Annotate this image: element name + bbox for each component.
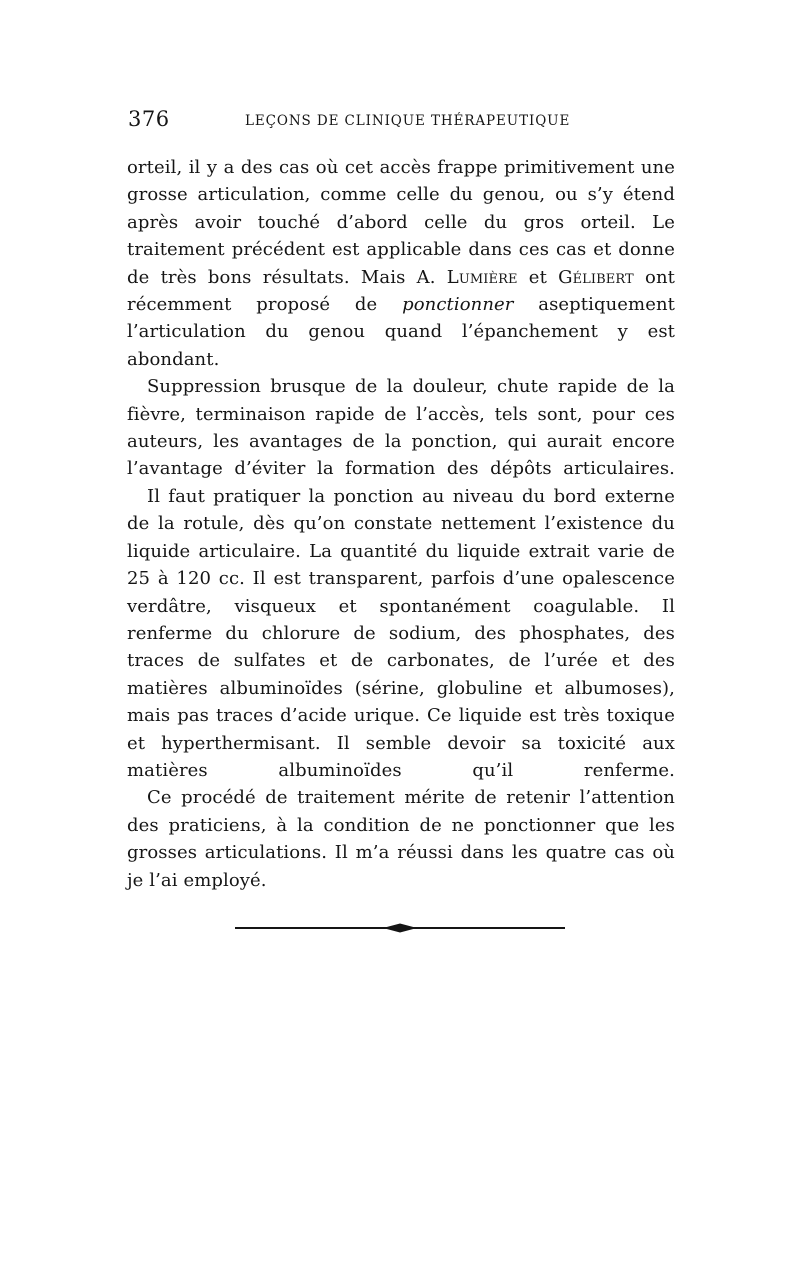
paragraph-1	[127, 154, 675, 373]
page-number: 376	[128, 107, 170, 131]
running-head	[128, 107, 673, 137]
author-gelibert: Gélibert	[558, 266, 634, 288]
italic-term: ponctionner	[402, 294, 514, 316]
paragraph-1-text-middle: ont récemment proposé de	[127, 266, 675, 316]
paragraph-1-text-start: orteil, il y a des cas où cet accès frappe primitivement une grosse articulation, comme celle du genou, ou s’y étend après avoir touché d’abord celle du gros orteil. Le traitement précédent est applicable dans ces cas et donne de très bons résultats. Mais A.	[127, 157, 675, 288]
paragraph-2: Suppression brusque de la douleur, chute rapide de la fièvre, terminaison rapide de l’accès, tels sont, pour ces auteurs, les avantages de la ponction, qui aurait encore l’avantage d’éviter la formation des dépôts articulaires.	[127, 376, 675, 480]
paragraph-1-text-end: aseptiquement l’articulation du genou quand l’épanchement y est abondant.	[127, 294, 675, 370]
diamond-ornament-icon	[383, 923, 417, 933]
paragraph-3: Il faut pratiquer la ponction au niveau du bord externe de la rotule, dès qu’on constate nettement l’existence du liquide articulaire. La quantité du liquide extrait varie de 25 à 120 cc. Il est transparent, parfois d’une opalescence verdâtre, visqueux et spontanément coagulable. Il renferme du chlorure de sodium, des phosphates, des traces de sulfates et de carbonates, de l’urée et des matières albuminoïdes (sérine, globuline et albumoses), mais pas traces d’acide urique. Ce liquide est très toxique et hyperthermisant. Il semble devoir sa toxicité aux matières albuminoïdes qu’il renferme.	[127, 485, 675, 781]
end-ornament-rule	[235, 922, 565, 934]
body-text	[127, 154, 675, 894]
running-title: LEÇONS DE CLINIQUE THÉRAPEUTIQUE	[245, 113, 571, 129]
author-connector: et	[517, 266, 559, 288]
author-lumiere: Lumière	[446, 266, 518, 288]
paragraph-4: Ce procédé de traitement mérite de retenir l’attention des praticiens, à la condition de ne ponctionner que les grosses articulations. Il m’a réussi dans les quatre cas où je l’ai employé.	[127, 787, 675, 891]
